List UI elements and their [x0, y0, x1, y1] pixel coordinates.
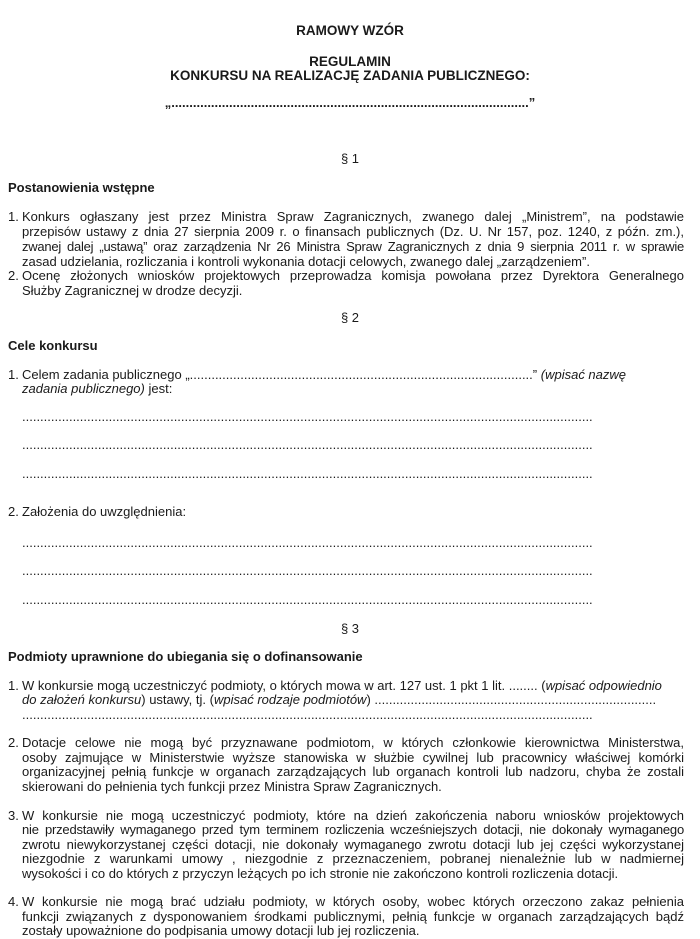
- paragraph-line: zasad udzielania, rozliczania i kontroli wykonania dotacji celowych, zwanego dalej „zarządzeniem”.: [22, 254, 590, 269]
- section-mark-2: § 2: [340, 310, 360, 325]
- list-number: 4.: [8, 894, 19, 909]
- list-number: 1.: [8, 678, 19, 693]
- paragraph-line: Konkurs ogłaszany jest przez Ministra Spraw Zagranicznych, zwanego dalej „Ministrem”, na podstawie: [22, 209, 684, 224]
- paragraph-line: W konkursie nie mogą brać udziału podmioty, w których osoby, wobec których orzeczono zakaz pełnienia: [22, 894, 684, 909]
- regulation-title: REGULAMIN: [309, 54, 391, 69]
- paragraph-line: nie przedstawiły wymaganego przed tym terminem rozliczenia wcześniejszych dotacji, nie dokonały wymaganego: [22, 822, 684, 837]
- section-mark-1: § 1: [340, 151, 360, 166]
- paragraph-line: funkcji związanych z dysponowaniem środkami publicznymi, pełnią funkcje w organach zarządzających bądź: [22, 909, 684, 924]
- paragraph-line: osoby zajmujące w Ministerstwie wyższe stanowiska w służbie cywilnej lub pracownicy właściwej komórki: [22, 750, 684, 765]
- instruction-text: zadania publicznego): [22, 381, 145, 396]
- fill-in-dots: ...............................................................................................: [189, 367, 533, 382]
- text: W konkursie mogą uczestniczyć podmioty, o których mowa w art. 127 ust. 1 pkt 1 lit. ........ (: [22, 678, 546, 693]
- frame-title: RAMOWY WZÓR: [296, 23, 404, 38]
- instruction-text: (wpisać nazwę: [540, 367, 627, 382]
- paragraph-line: Służby Zagranicznej w drodze decyzji.: [22, 283, 243, 298]
- text: ”: [532, 367, 538, 382]
- paragraph-line: przepisów ustawy z dnia 27 sierpnia 2009 r. o finansach publicznych (Dz. U. Nr 157, poz. 1240, z późn. zm.),: [22, 224, 684, 239]
- text: Celem zadania publicznego „: [22, 367, 190, 382]
- text: ) ustawy, tj. (: [141, 692, 214, 707]
- list-number: 3.: [8, 808, 19, 823]
- section-mark-3: § 3: [340, 621, 360, 636]
- text: jest:: [148, 381, 173, 396]
- section-heading-3: Podmioty uprawnione do ubiegania się o dofinansowanie: [8, 649, 363, 664]
- paragraph-line: Założenia do uwzględnienia:: [22, 504, 187, 519]
- fill-in-line: ..............................................................................................................................................................: [22, 563, 593, 578]
- list-number: 1.: [8, 209, 19, 224]
- instruction-text: wpisać rodzaje podmiotów: [213, 692, 367, 707]
- fill-in-line: ..............................................................................................................................................................: [22, 592, 593, 607]
- instruction-text: wpisać odpowiednio: [545, 678, 662, 693]
- paragraph-line: zostały upoważnione do podpisania umowy dotacji lub jej rozliczenia.: [22, 923, 420, 938]
- fill-in-line: ..............................................................................................................................................................: [22, 707, 593, 722]
- task-name-placeholder: „...................................................................................................”: [164, 95, 536, 110]
- paragraph-line: zwrotu niewykorzystanej części dotacji, nie dokonały wymaganego zwrotu dotacji lub jej części wykorzystanej: [22, 837, 684, 852]
- paragraph-line: W konkursie nie mogą uczestniczyć podmioty, które na dzień zakończenia naboru wniosków projektowych: [22, 808, 684, 823]
- section-heading-1: Postanowienia wstępne: [8, 180, 155, 195]
- list-number: 1.: [8, 367, 19, 382]
- competition-title: KONKURSU NA REALIZACJĘ ZADANIA PUBLICZNEGO:: [170, 68, 530, 83]
- text: ) ..............................................................................: [366, 692, 657, 707]
- list-number: 2.: [8, 735, 19, 750]
- list-number: 2.: [8, 504, 19, 519]
- fill-in-line: ..............................................................................................................................................................: [22, 437, 593, 452]
- instruction-text: do założeń konkursu: [22, 692, 142, 707]
- fill-in-line: ..............................................................................................................................................................: [22, 409, 593, 424]
- list-number: 2.: [8, 268, 19, 283]
- paragraph-line: niezgodnie z warunkami umowy , niezgodnie z przeznaczeniem, pobranej nienależnie lub w nadmiernej: [22, 851, 684, 866]
- fill-in-line: ..............................................................................................................................................................: [22, 466, 593, 481]
- paragraph-line: Dotacje celowe nie mogą być przyznawane podmiotom, w których członkowie kierownictwa Ministerstwa,: [22, 735, 684, 750]
- paragraph-line: zwanej dalej „ustawą” oraz zarządzenia Nr 26 Ministra Spraw Zagranicznych z dnia 9 sierpnia 2011 r. w sprawie: [22, 239, 684, 254]
- paragraph-line: organizacyjnej pełnią funkcje w organach zarządzających lub organach kontroli lub nadzoru, chyba że zostali: [22, 764, 684, 779]
- fill-in-line: ..............................................................................................................................................................: [22, 535, 593, 550]
- paragraph-line: [22, 692, 656, 708]
- paragraph-line: skierowani do pełnienia tych funkcji przez Ministra Spraw Zagranicznych.: [22, 779, 442, 794]
- section-heading-2: Cele konkursu: [8, 338, 98, 353]
- task-goal-line-2: [22, 381, 172, 397]
- paragraph-line: Ocenę złożonych wniosków projektowych przeprowadza komisja powołana przez Dyrektora Generalnego: [22, 268, 684, 283]
- paragraph-line: wysokości i co do których z przyczyn leżących po ich stronie nie zakończono kontroli rozliczenia dotacji.: [22, 866, 619, 881]
